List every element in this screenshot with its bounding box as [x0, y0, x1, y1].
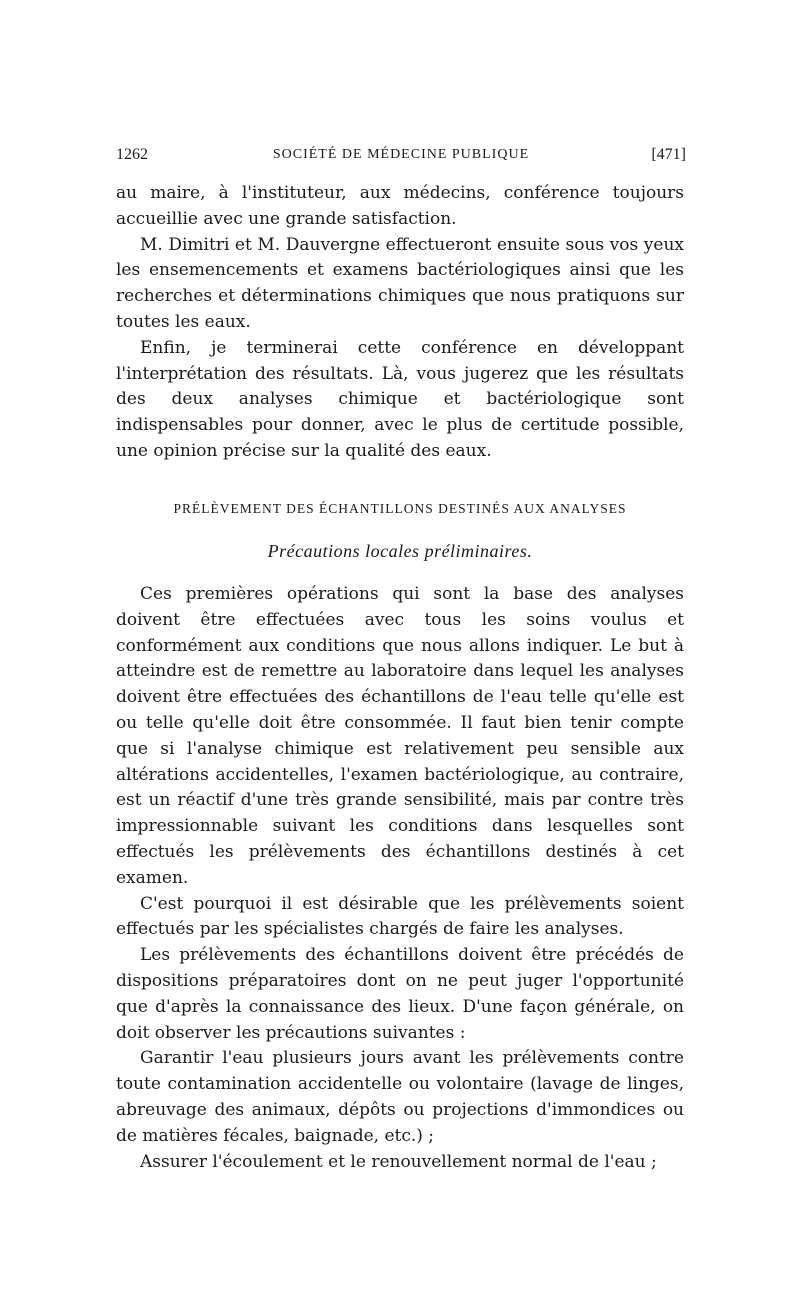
intro-paragraph-1: au maire, à l'instituteur, aux médecins, conférence toujours accueillie avec une grande satisfaction. [116, 183, 684, 229]
body-paragraph-2: C'est pourquoi il est désirable que les prélèvements soient effectués par les spécialistes chargés de faire les analyses. [116, 893, 684, 940]
bracket-number: [471] [651, 146, 686, 163]
body-paragraph-5: Assurer l'écoulement et le renouvellement normal de l'eau ; [140, 1151, 657, 1172]
intro-text [116, 181, 684, 465]
body-paragraph-1: Ces premières opérations qui sont la base des analyses doivent être effectuées avec tous les soins voulus et conformément aux conditions que nous allons indiquer. Le but à atteindre est de remettre au laboratoire dans lequel les analyses doivent être effectuées des échantillons de l'eau telle qu'elle est ou telle qu'elle doit être consommée. Il faut bien tenir compte que si l'analyse chimique est relativement peu sensible aux altérations accidentelles, l'examen bactériologique, au contraire, est un réactif d'une très grande sensibilité, mais par contre très impressionnable suivant les conditions dans lesquelles sont effectués les prélèvements des échantillons destinés à cet examen. [116, 584, 684, 888]
running-title: SOCIÉTÉ DE MÉDECINE PUBLIQUE [272, 147, 530, 162]
intro-paragraph-2: M. Dimitri et M. Dauvergne effectueront ensuite sous vos yeux les ensemencements et examens bactériologiques ainsi que les recherches et déterminations chimiques que nous pratiquons sur toutes les eaux. [116, 234, 684, 332]
intro-paragraph-3: Enfin, je terminerai cette conférence en développant l'interprétation des résultats. Là, vous jugerez que les résultats des deux analyses chimique et bactériologique sont indispensables pour donner, avec le plus de certitude possible, une opinion précise sur la qualité des eaux. [116, 337, 684, 461]
body-text [116, 582, 684, 1175]
body-paragraph-4: Garantir l'eau plusieurs jours avant les prélèvements contre toute contamination accidentelle ou volontaire (lavage de linges, abreuvage des animaux, dépôts ou projections d'immondices ou de matières fécales, baignade, etc.) ; [116, 1048, 684, 1146]
running-head [116, 146, 686, 170]
section-subheading: Précautions locales préliminaires. [267, 541, 533, 561]
section-heading: PRÉLÈVEMENT DES ÉCHANTILLONS DESTINÉS AUX ANALYSES [173, 501, 627, 516]
body-paragraph-3: Les prélèvements des échantillons doivent être précédés de dispositions préparatoires dont on ne peut juger l'opportunité que d'après la connaissance des lieux. D'une façon générale, on doit observer les précautions suivantes : [116, 945, 684, 1043]
page-number: 1262 [116, 146, 148, 163]
